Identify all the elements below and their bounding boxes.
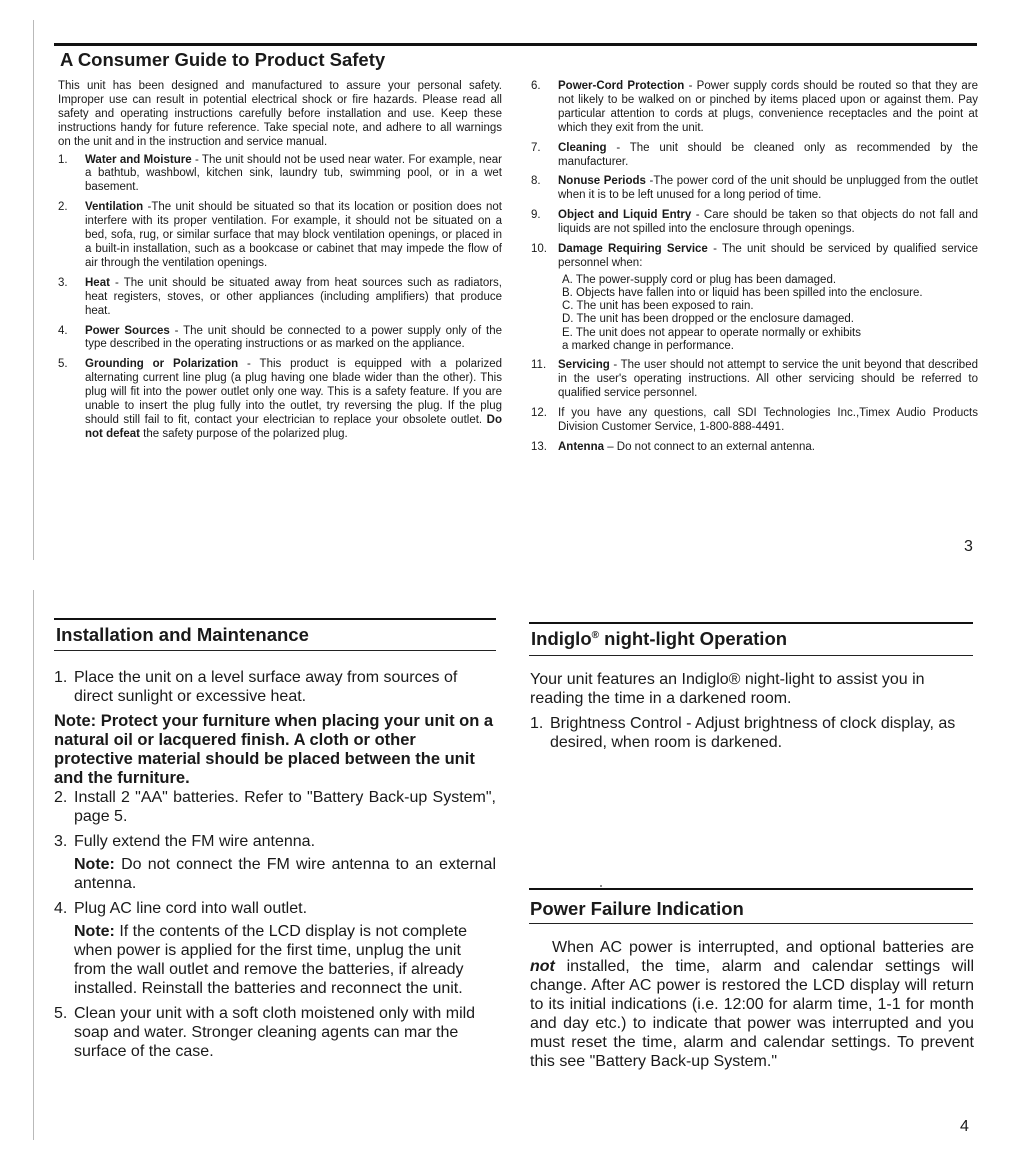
indiglo-intro: Your unit features an Indiglo® night-light to assist you in reading the time in a darkened room. — [530, 671, 925, 707]
binding-margin-line — [33, 590, 34, 1140]
page-number: 4 — [960, 1118, 969, 1135]
installation-steps — [54, 668, 496, 706]
safety-item: 12. If you have any questions, call SDI Technologies Inc.,Timex Audio Products Division Customer Service, 1-800-888-4491. — [531, 406, 978, 433]
installation-title: Installation and Maintenance — [56, 624, 309, 645]
safety-list-left — [58, 154, 502, 442]
installation-steps — [54, 788, 496, 1061]
safety-item: 1. Water and Moisture - The unit should not be used near water. For example, near a bathtub, washbowl, kitchen sink, laundry tub, swimming pool, or in a wet basement. — [58, 153, 502, 194]
operation-page — [0, 580, 1014, 1152]
damage-subitem: C. The unit has been exposed to rain. — [562, 300, 754, 313]
title-rule — [54, 43, 977, 46]
lcd-note: Note: If the contents of the LCD display is not complete when power is applied for the first time, unplug the unit from the wall outlet and remove the batteries, if already installed. Reinstall the batteries and reconnect the unit. — [74, 923, 468, 997]
damage-sublist — [562, 274, 978, 353]
indiglo-steps — [530, 714, 974, 752]
safety-intro: This unit has been designed and manufactured to assure your personal safety. Improper use can result in potential electrical shock or fire hazards. Please read all safety and operating instructions carefully before installation and use. Keep these instructions handy for future reference. Take special note, and adhere to all warnings on the unit and in the instruction and service manual. — [58, 80, 502, 148]
scan-speck — [600, 885, 602, 887]
indiglo-title: Indiglo® night-light Operation — [531, 628, 788, 649]
safety-item: 4. Power Sources - The unit should be connected to a power supply only of the type described in the operating instructions or as marked on the appliance. — [58, 324, 502, 351]
safety-item: 2. Ventilation -The unit should be situated so that its location or position does not interfere with its proper ventilation. For example, it should not be situated on a bed, sofa, rug, or similar surface that may block ventilation openings, or placed in a built-in installation, such as a bookcase or cabinet that may impede the flow of air through the ventilation openings. — [58, 201, 502, 269]
safety-list-right — [531, 80, 978, 455]
power-failure-text: When AC power is interrupted, and optional batteries are not installed, the time, alarm and calendar settings will change. After AC power is restored the LCD display will return to its initial indications (i.e. 12:00 for alarm time, 1-1 for month and day etc.) to indicate that power was interrupted and you must reset the time, alarm and calendar settings. To prevent this see "Battery Back-up System." — [530, 939, 974, 1070]
safety-item: 11. Servicing - The user should not attempt to service the unit beyond that described in the user's operating instructions. All other servicing should be referred to qualified service personnel. — [531, 359, 978, 399]
safety-left-column — [58, 80, 502, 448]
installation-step: 3. Fully extend the FM wire antenna. Note: Do not connect the FM wire antenna to an external antenna. — [54, 833, 496, 892]
page-number: 3 — [964, 538, 973, 555]
furniture-note: Note: Protect your furniture when placing your unit on a natural oil or lacquered finish. A cloth or other protective material should be placed between the unit and the furniture. — [54, 712, 494, 787]
damage-subitem: E. The unit does not appear to operate normally or exhibits — [562, 326, 861, 339]
safety-item: 10. Damage Requiring Service - The unit should be serviced by qualified service personnel when: A. The power-supply cord or plug has been damaged. B. Objects have fallen into or liquid has been spilled into the enclosure. C. The unit has been exposed to rain. D. The unit has been dropped or the enclosure damaged. E. The unit does not appear to operate normally or exhibits a marked change in performance. — [531, 243, 978, 352]
installation-column — [54, 668, 496, 1067]
damage-subitem: a marked change in performance. — [562, 339, 734, 352]
power-failure-top-rule — [529, 888, 973, 890]
indiglo-top-rule — [529, 622, 973, 624]
binding-margin-line — [33, 20, 34, 560]
installation-underline — [54, 650, 496, 651]
indiglo-underline — [529, 655, 973, 656]
indiglo-column — [530, 670, 974, 758]
safety-item: 7. Cleaning - The unit should be cleaned only as recommended by the manufacturer. — [531, 141, 978, 168]
safety-item: 6. Power-Cord Protection - Power supply cords should be routed so that they are not likely to be walked on or pinched by items placed upon or against them. Pay particular attention to cords at plugs, convenience receptacles and the point at which they exit from the unit. — [531, 80, 978, 134]
safety-right-column — [531, 80, 978, 461]
safety-item: 5. Grounding or Polarization - This product is equipped with a polarized alternating current line plug (a plug having one blade wider than the other). This plug will fit into the power outlet only one way. This is a safety feature. If you are unable to insert the plug fully into the outlet, try reversing the plug. If the plug should still fail to fit, contact your electrician to replace your obsolete outlet. Do not defeat the safety purpose of the polarized plug. — [58, 358, 502, 440]
damage-subitem: A. The power-supply cord or plug has been damaged. — [562, 273, 837, 286]
safety-guide-title: A Consumer Guide to Product Safety — [60, 49, 386, 70]
installation-step: 2. Install 2 "AA" batteries. Refer to "Battery Back-up System", page 5. — [54, 789, 496, 825]
damage-subitem: B. Objects have fallen into or liquid has been spilled into the enclosure. — [562, 287, 923, 300]
power-failure-column — [530, 938, 974, 1071]
antenna-note: Note: Do not connect the FM wire antenna to an external antenna. — [74, 856, 496, 892]
safety-item: 13. Antenna – Do not connect to an external antenna. — [531, 440, 815, 453]
installation-step: 1. Place the unit on a level surface away from sources of direct sunlight or excessive heat. — [54, 669, 458, 705]
power-failure-title: Power Failure Indication — [530, 898, 744, 919]
power-failure-underline — [529, 923, 973, 924]
safety-item: 3. Heat - The unit should be situated away from heat sources such as radiators, heat registers, stoves, or other appliances (including amplifiers) that produce heat. — [58, 276, 502, 317]
installation-step: 5. Clean your unit with a soft cloth moistened only with mild soap and water. Stronger cleaning agents can mar the surface of the case. — [54, 1005, 476, 1060]
installation-step: 4. Plug AC line cord into wall outlet. Note: If the contents of the LCD display is not complete when power is applied for the first time, unplug the unit from the wall outlet and remove the batteries, if already installed. Reinstall the batteries and reconnect the unit. — [54, 899, 496, 998]
safety-item: 9. Object and Liquid Entry - Care should be taken so that objects do not fall and liquids are not spilled into the enclosure through openings. — [531, 209, 978, 236]
damage-subitem: D. The unit has been dropped or the enclosure damaged. — [562, 313, 854, 326]
indiglo-step: 1. Brightness Control - Adjust brightness of clock display, as desired, when room is darkened. — [530, 715, 956, 751]
installation-top-rule — [54, 618, 496, 620]
safety-item: 8. Nonuse Periods -The power cord of the unit should be unplugged from the outlet when it is to be left unused for a long period of time. — [531, 175, 978, 202]
